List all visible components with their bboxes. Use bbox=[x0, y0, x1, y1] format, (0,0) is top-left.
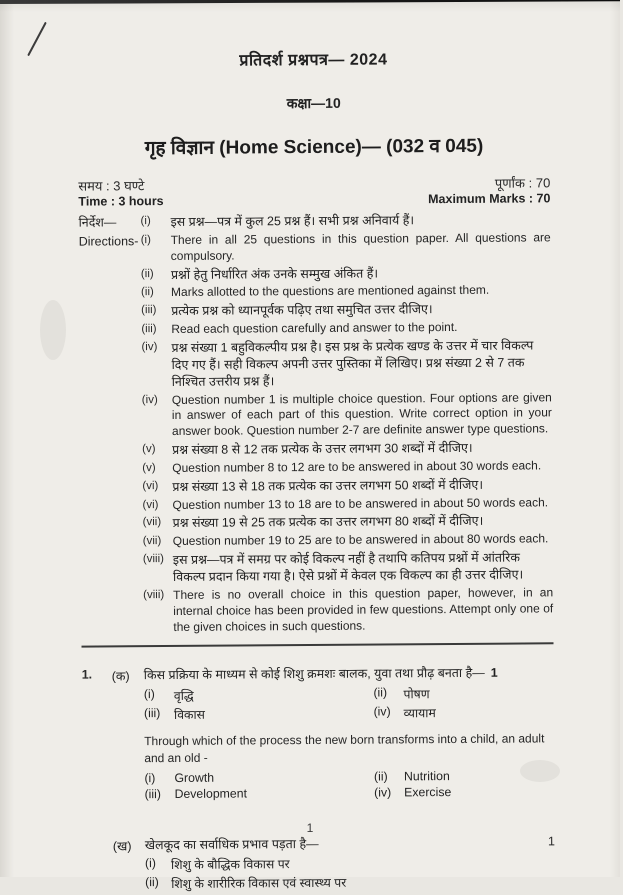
direction-number: (iv) bbox=[141, 393, 158, 406]
direction-item bbox=[79, 230, 551, 265]
page-number: 1 bbox=[306, 821, 314, 835]
direction-number: (viii) bbox=[143, 588, 165, 602]
direction-item bbox=[79, 301, 551, 321]
question-number: 1. bbox=[81, 667, 93, 682]
direction-text: प्रत्येक प्रश्न को ध्यानपूर्वक पढ़िए तथा समुचित उत्तर दीजिए। bbox=[171, 302, 433, 319]
options-english bbox=[144, 768, 554, 801]
direction-number: (ii) bbox=[140, 267, 154, 280]
direction-item bbox=[79, 283, 551, 302]
direction-number: (vi) bbox=[142, 498, 159, 511]
directions-label-english: Directions- bbox=[78, 234, 139, 249]
direction-item bbox=[81, 513, 553, 533]
direction-item bbox=[79, 264, 551, 284]
direction-text: Read each question carefully and answer to the point. bbox=[171, 320, 458, 337]
direction-item bbox=[79, 337, 551, 391]
direction-text: प्रश्न संख्या 8 से 12 तक प्रत्येक के उत्तर लगभग 30 शब्दों में दीजिए। bbox=[172, 440, 473, 458]
part-label: (ख) bbox=[112, 839, 132, 854]
direction-text: प्रश्न संख्या 1 बहुविकल्पीय प्रश्न है। इस प्रश्न के प्रत्येक खण्ड के उत्तर में चार विकल्प दिए गए हैं। सही विकल्प अपनी उत्तर पुस्तिका में लिखिए। प्रश्न संख्या 2 से 7 तक निश्चित उत्तरीय प्रश्न हैं। bbox=[171, 338, 534, 389]
direction-item bbox=[79, 319, 551, 338]
marks-hindi: पूर्णांक : 70 bbox=[494, 175, 551, 191]
time-block bbox=[78, 176, 163, 209]
direction-text: इस प्रश्न—पत्र में समग्र पर कोई विकल्प नहीं है तथापि कतिपय प्रश्नों में आंतरिक विकल्प प्रदान किया गया है। ऐसे प्रश्नों में केवल एक विकल्प का ही उत्तर दीजिए। bbox=[172, 550, 524, 584]
option: (iv) व्यायाम bbox=[373, 704, 436, 721]
option: (ii) पोषण bbox=[373, 685, 430, 702]
direction-number: (vii) bbox=[142, 516, 162, 529]
class-line: कक्षा—10 bbox=[286, 94, 341, 112]
time-english: Time : 3 hours bbox=[78, 194, 164, 209]
direction-text: Question number 8 to 12 are to be answered in about 30 words each. bbox=[172, 458, 542, 475]
direction-item bbox=[80, 390, 552, 441]
marks-english: Maximum Marks : 70 bbox=[428, 191, 551, 207]
direction-text: प्रश्न संख्या 13 से 18 तक प्रत्येक का उत्तर लगभग 50 शब्दों में दीजिए। bbox=[172, 477, 484, 494]
direction-item bbox=[81, 532, 553, 551]
option: (i) शिशु के बौद्धिक विकास पर bbox=[144, 855, 290, 872]
question-1-part-b bbox=[83, 834, 555, 894]
marks-block bbox=[428, 173, 551, 206]
direction-number: (viii) bbox=[142, 553, 165, 566]
direction-item bbox=[80, 458, 552, 477]
marks-value: 1 bbox=[547, 834, 555, 849]
time-marks-row bbox=[78, 173, 550, 208]
part-label: (क) bbox=[111, 669, 130, 684]
directions-label-hindi: निर्देश— bbox=[78, 215, 117, 230]
option: (iv) Exercise bbox=[374, 784, 452, 800]
option: (iii) विकास bbox=[143, 706, 206, 723]
marks-value: 1 bbox=[490, 666, 498, 681]
question-text-hindi: किस प्रक्रिया के माध्यम से कोई शिशु क्रमशः बालक, युवा तथा प्रौढ़ बनता है— 1 bbox=[143, 666, 498, 683]
directions-section bbox=[78, 211, 553, 648]
direction-text: Question number 13 to 18 are to be answered in about 50 words each. bbox=[172, 494, 549, 512]
direction-text: इस प्रश्न—पत्र में कुल 25 प्रश्न हैं। सभी प्रश्न अनिवार्य हैं। bbox=[170, 213, 415, 229]
options-hindi bbox=[144, 685, 554, 724]
question-text-hindi: खेलकूद का सर्वाधिक प्रभाव पड़ता है— bbox=[144, 836, 319, 853]
direction-text: प्रश्न संख्या 19 से 25 तक प्रत्येक का उत्तर लगभग 80 शब्दों में दीजिए। bbox=[172, 514, 484, 531]
option: (i) Growth bbox=[144, 770, 215, 786]
direction-text: Marks allotted to the questions are mentioned against them. bbox=[170, 283, 490, 300]
direction-number: (i) bbox=[140, 215, 151, 228]
direction-number: (iii) bbox=[141, 304, 157, 317]
direction-item bbox=[78, 211, 550, 231]
direction-item bbox=[80, 476, 552, 496]
direction-item bbox=[81, 549, 553, 586]
direction-item bbox=[81, 585, 553, 636]
direction-text: Question number 1 is multiple choice question. Four options are given in answer of each part of this question. Write correct option in your answer book. Question number 2-7 are definite answer type questions. bbox=[171, 389, 552, 439]
direction-text: प्रश्नों हेतु निर्धारित अंक उनके सम्मुख अंकित हैं। bbox=[170, 266, 379, 282]
direction-text: There is no overall choice in this question paper, however, in an internal choice has been provided in few questions. Attempt only one of the given choices in such questions. bbox=[173, 585, 554, 634]
direction-number: (ii) bbox=[140, 286, 154, 299]
time-hindi: समय : 3 घण्टे bbox=[78, 178, 145, 194]
direction-number: (i) bbox=[140, 233, 151, 247]
direction-number: (vii) bbox=[142, 535, 162, 548]
subject-line: गृह विज्ञान (Home Science)— (032 व 045) bbox=[144, 135, 484, 160]
question-1 bbox=[82, 665, 556, 895]
direction-text: Question number 19 to 25 are to be answered in about 80 words each. bbox=[172, 531, 549, 549]
paper-title: प्रतिदर्श प्रश्नपत्र— 2024 bbox=[239, 51, 388, 70]
question-1-part-a bbox=[82, 665, 555, 812]
direction-number: (iv) bbox=[141, 341, 158, 354]
option: (iii) Development bbox=[144, 786, 248, 802]
options-hindi bbox=[145, 853, 555, 892]
direction-number: (iii) bbox=[141, 323, 157, 336]
direction-item bbox=[80, 439, 552, 459]
option: (i) वृद्धि bbox=[143, 687, 194, 704]
direction-text: There in all 25 questions in this question paper. All questions are compulsory. bbox=[170, 230, 551, 263]
option: (ii) शिशु के शारीरिक विकास एवं स्वास्थ्य पर bbox=[145, 874, 347, 891]
direction-number: (vi) bbox=[142, 479, 159, 492]
direction-item bbox=[80, 495, 552, 514]
question-text-english: Through which of the process the new born transforms into a child, an adult and an old - bbox=[144, 731, 545, 766]
section-divider bbox=[82, 643, 554, 648]
direction-number: (v) bbox=[142, 443, 156, 456]
direction-number: (v) bbox=[142, 462, 156, 475]
option: (ii) Nutrition bbox=[373, 768, 450, 784]
